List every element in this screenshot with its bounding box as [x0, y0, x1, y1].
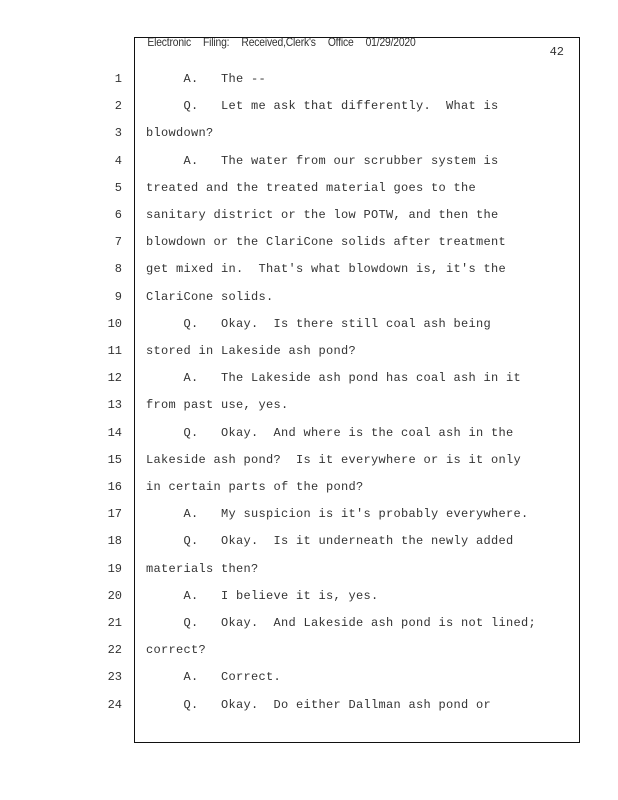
- line-number: 16: [107, 480, 122, 494]
- line-text: Q. Okay. Is there still coal ash being: [146, 316, 492, 331]
- filing-stamp-part: Received,Clerk's: [241, 35, 316, 49]
- line-number: 22: [107, 643, 122, 658]
- transcript-line: [0, 232, 618, 252]
- line-text: materials then?: [146, 561, 259, 576]
- line-number: 7: [114, 235, 122, 250]
- line-number: 6: [114, 208, 122, 222]
- transcript-line: [0, 151, 618, 171]
- line-number: 8: [114, 262, 122, 277]
- transcript-line: [0, 423, 618, 443]
- line-number: 18: [107, 534, 122, 549]
- filing-stamp-part: Office: [327, 35, 354, 49]
- line-number: 11: [107, 344, 122, 358]
- transcript-line: [0, 504, 618, 524]
- filing-stamp-part: Filing:: [203, 35, 230, 49]
- line-text: A. The Lakeside ash pond has coal ash in it: [146, 371, 522, 386]
- line-text: stored in Lakeside ash pond?: [146, 344, 357, 358]
- line-text: Q. Okay. And Lakeside ash pond is not lined;: [146, 616, 537, 630]
- transcript-line: [0, 314, 618, 334]
- transcript-line: [0, 259, 618, 279]
- transcript-line: [0, 205, 618, 225]
- line-text: Q. Let me ask that differently. What is: [146, 99, 499, 114]
- line-number: 23: [107, 670, 122, 685]
- line-text: blowdown or the ClariCone solids after treatment: [146, 235, 507, 250]
- filing-stamp-part: 01/29/2020: [365, 35, 416, 49]
- line-text: Q. Okay. Is it underneath the newly added: [146, 534, 514, 549]
- line-text: Q. Okay. And where is the coal ash in the: [146, 425, 514, 440]
- line-text: correct?: [146, 643, 207, 658]
- line-number: 9: [114, 289, 122, 304]
- transcript-line: [0, 586, 618, 606]
- transcript-line: [0, 178, 618, 198]
- line-number: 17: [107, 507, 122, 522]
- transcript-line: [0, 559, 618, 579]
- transcript-line: [0, 69, 618, 89]
- transcript-line: [0, 123, 618, 143]
- line-number: 19: [107, 561, 122, 576]
- line-number: 5: [114, 180, 122, 195]
- line-number: 13: [107, 398, 122, 413]
- transcript-line: [0, 368, 618, 388]
- transcript-line: [0, 287, 618, 307]
- line-text: from past use, yes.: [146, 398, 289, 413]
- line-text: A. I believe it is, yes.: [146, 588, 379, 603]
- line-number: 3: [114, 126, 122, 141]
- line-text: in certain parts of the pond?: [146, 480, 364, 494]
- line-text: A. Correct.: [146, 670, 282, 685]
- line-number: 1: [114, 72, 122, 86]
- line-number: 12: [107, 371, 122, 386]
- line-number: 24: [107, 697, 122, 712]
- line-number: 14: [107, 425, 122, 440]
- line-number: 21: [107, 616, 122, 630]
- transcript-line: [0, 613, 618, 633]
- transcript-line: [0, 395, 618, 415]
- line-text: treated and the treated material goes to the: [146, 180, 477, 195]
- transcript-line: [0, 531, 618, 551]
- transcript-line: [0, 667, 618, 687]
- line-text: ClariCone solids.: [146, 289, 274, 304]
- line-number: 4: [114, 153, 122, 168]
- line-text: A. The --: [146, 72, 267, 86]
- line-number: 10: [107, 316, 122, 331]
- line-text: A. The water from our scrubber system is: [146, 153, 499, 168]
- line-text: Lakeside ash pond? Is it everywhere or is it only: [146, 452, 522, 467]
- transcript-line: [0, 341, 618, 361]
- filing-stamp-part: Electronic: [147, 35, 192, 49]
- transcript-line: [0, 477, 618, 497]
- transcript-line: [0, 640, 618, 660]
- line-number: 15: [107, 452, 122, 467]
- line-text: blowdown?: [146, 126, 214, 141]
- line-number: 2: [114, 99, 122, 114]
- line-text: A. My suspicion is it's probably everywhere.: [146, 507, 529, 522]
- line-text: Q. Okay. Do either Dallman ash pond or: [146, 697, 492, 712]
- line-text: get mixed in. That's what blowdown is, it's the: [146, 262, 507, 277]
- line-number: 20: [107, 588, 122, 603]
- page-number: 42: [549, 45, 564, 59]
- transcript-line: [0, 695, 618, 715]
- transcript-line: [0, 96, 618, 116]
- transcript-line: [0, 450, 618, 470]
- line-text: sanitary district or the low POTW, and then the: [146, 208, 499, 222]
